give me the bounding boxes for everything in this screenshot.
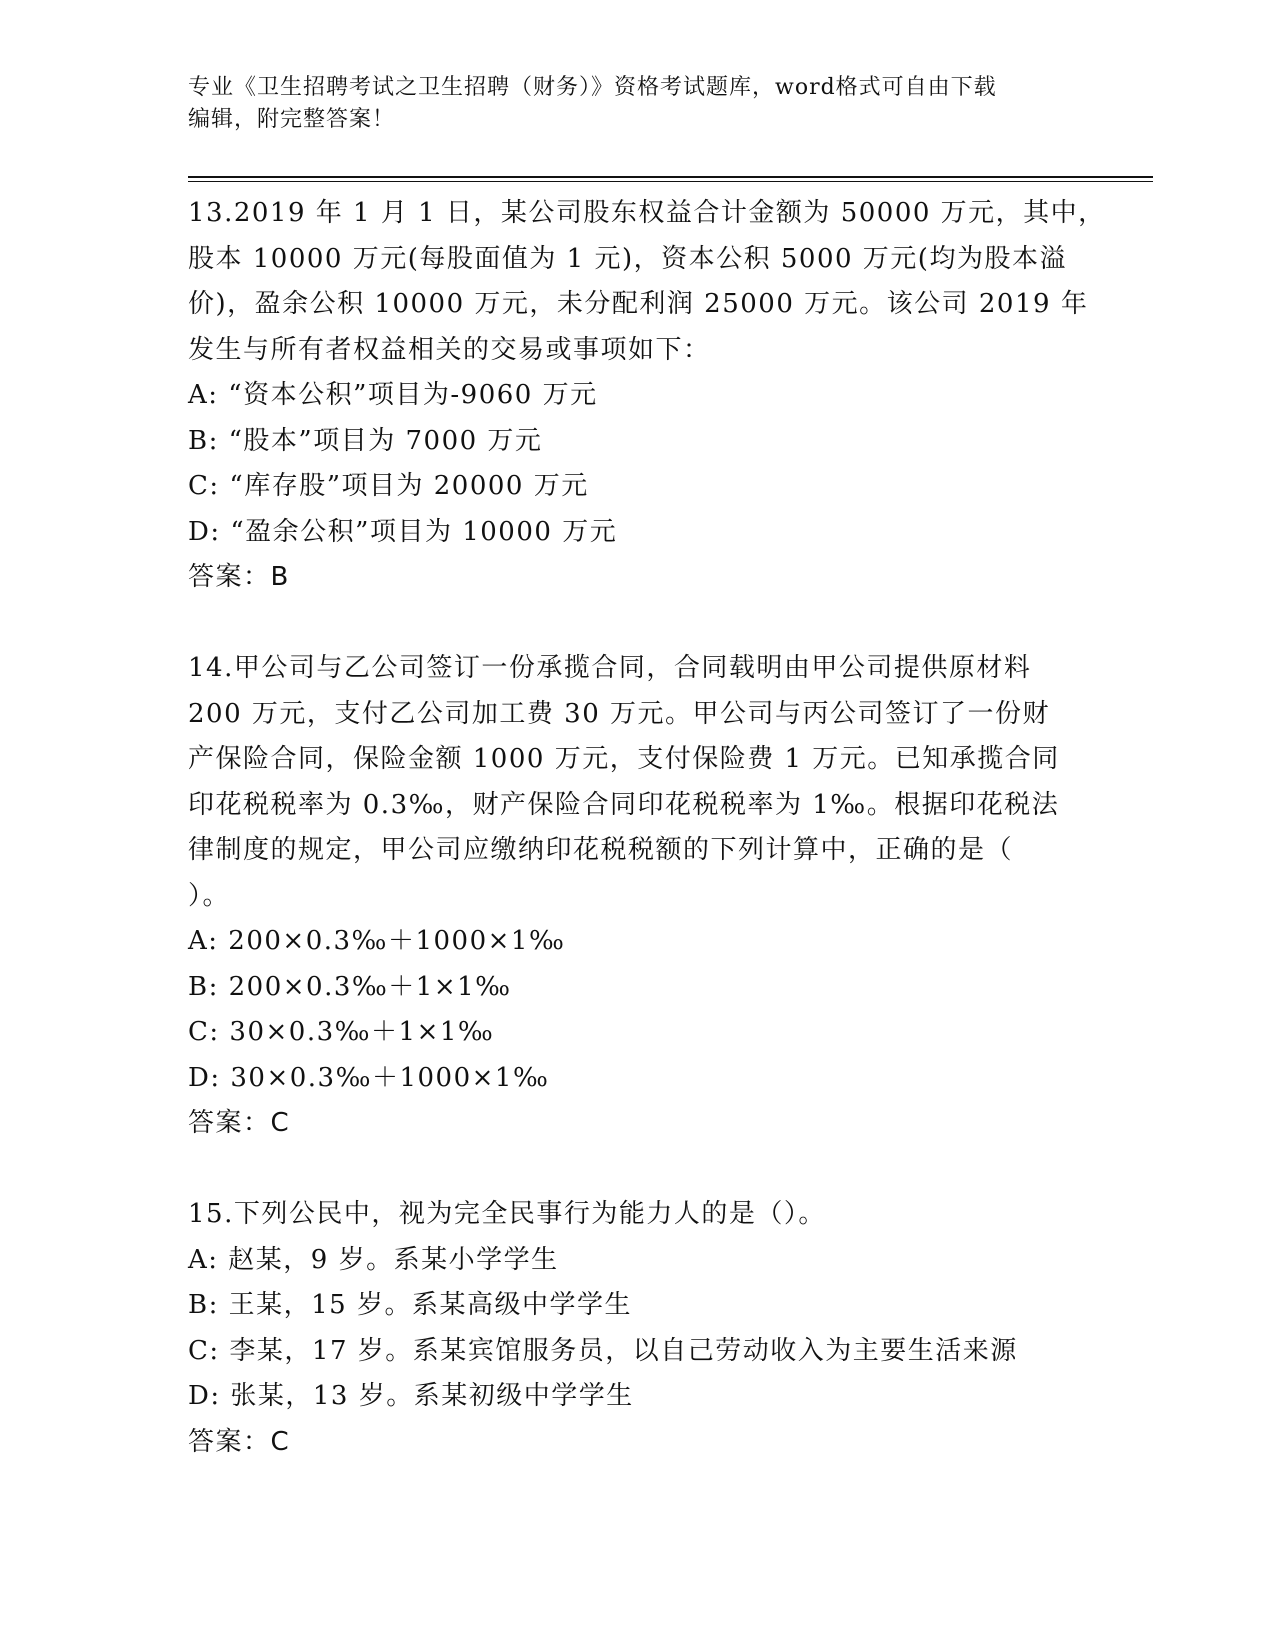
option-a: A: 200×0.3‰＋1000×1‰ <box>188 926 566 956</box>
question-stem-line: 200 万元，支付乙公司加工费 30 万元。甲公司与丙公司签订了一份财 <box>188 698 1051 729</box>
question-stem-line: 产保险合同，保险金额 1000 万元，支付保险费 1 万元。已知承揽合同 <box>188 744 1060 774</box>
question-stem-line: 律制度的规定，甲公司应缴纳印花税税额的下列计算中，正确的是（ <box>188 835 1014 865</box>
question-13 <box>188 191 1106 601</box>
answer-label: 答案：C <box>188 1108 291 1138</box>
question-15 <box>188 1192 1088 1465</box>
option-b: B: 王某，15 岁。系某高级中学学生 <box>188 1290 632 1320</box>
option-d: D: “盈余公积”项目为 10000 万元 <box>188 516 618 547</box>
question-stem-line: 14.甲公司与乙公司签订一份承揽合同，合同载明由甲公司提供原材料 <box>188 653 1032 683</box>
option-b: B: “股本”项目为 7000 万元 <box>188 425 543 456</box>
question-stem-line: 发生与所有者权益相关的交易或事项如下： <box>188 334 711 365</box>
question-stem-line: ）。 <box>188 880 231 911</box>
question-spacer <box>188 601 1088 647</box>
question-spacer <box>188 1147 1088 1193</box>
answer-label: 答案：C <box>188 1426 291 1457</box>
document-header <box>188 72 1068 136</box>
question-stem-line: 股本 10000 万元(每股面值为 1 元)，资本公积 5000 万元(均为股本溢 <box>188 243 1067 274</box>
question-list <box>188 191 1106 1465</box>
option-a: A: “资本公积”项目为-9060 万元 <box>188 380 598 410</box>
option-d: D: 张某，13 岁。系某初级中学学生 <box>188 1381 634 1411</box>
option-c: C: 李某，17 岁。系某宾馆服务员，以自己劳动收入为主要生活来源 <box>188 1335 1018 1366</box>
header-line-1: 专业《卫生招聘考试之卫生招聘（财务）》资格考试题库，word格式可自由下载 <box>188 75 997 100</box>
question-stem-line: 价)，盈余公积 10000 万元，未分配利润 25000 万元。该公司 2019 年 <box>188 289 1089 319</box>
answer-label: 答案：B <box>188 562 290 592</box>
header-line-2: 编辑，附完整答案！ <box>188 107 396 132</box>
option-a: A: 赵某，9 岁。系某小学学生 <box>188 1244 559 1275</box>
question-14 <box>188 646 1088 1147</box>
option-d: D: 30×0.3‰＋1000×1‰ <box>188 1062 550 1093</box>
option-b: B: 200×0.3‰＋1×1‰ <box>188 971 512 1002</box>
question-stem-line: 15.下列公民中，视为完全民事行为能力人的是（）。 <box>188 1199 826 1229</box>
header-divider <box>188 176 1153 182</box>
question-stem-line: 13.2019 年 1 月 1 日，某公司股东权益合计金额为 50000 万元，其中， <box>188 198 1106 228</box>
question-stem-line: 印花税税率为 0.3‰，财产保险合同印花税税率为 1‰。根据印花税法 <box>188 789 1060 820</box>
option-c: C: 30×0.3‰＋1×1‰ <box>188 1017 495 1047</box>
option-c: C: “库存股”项目为 20000 万元 <box>188 471 589 501</box>
